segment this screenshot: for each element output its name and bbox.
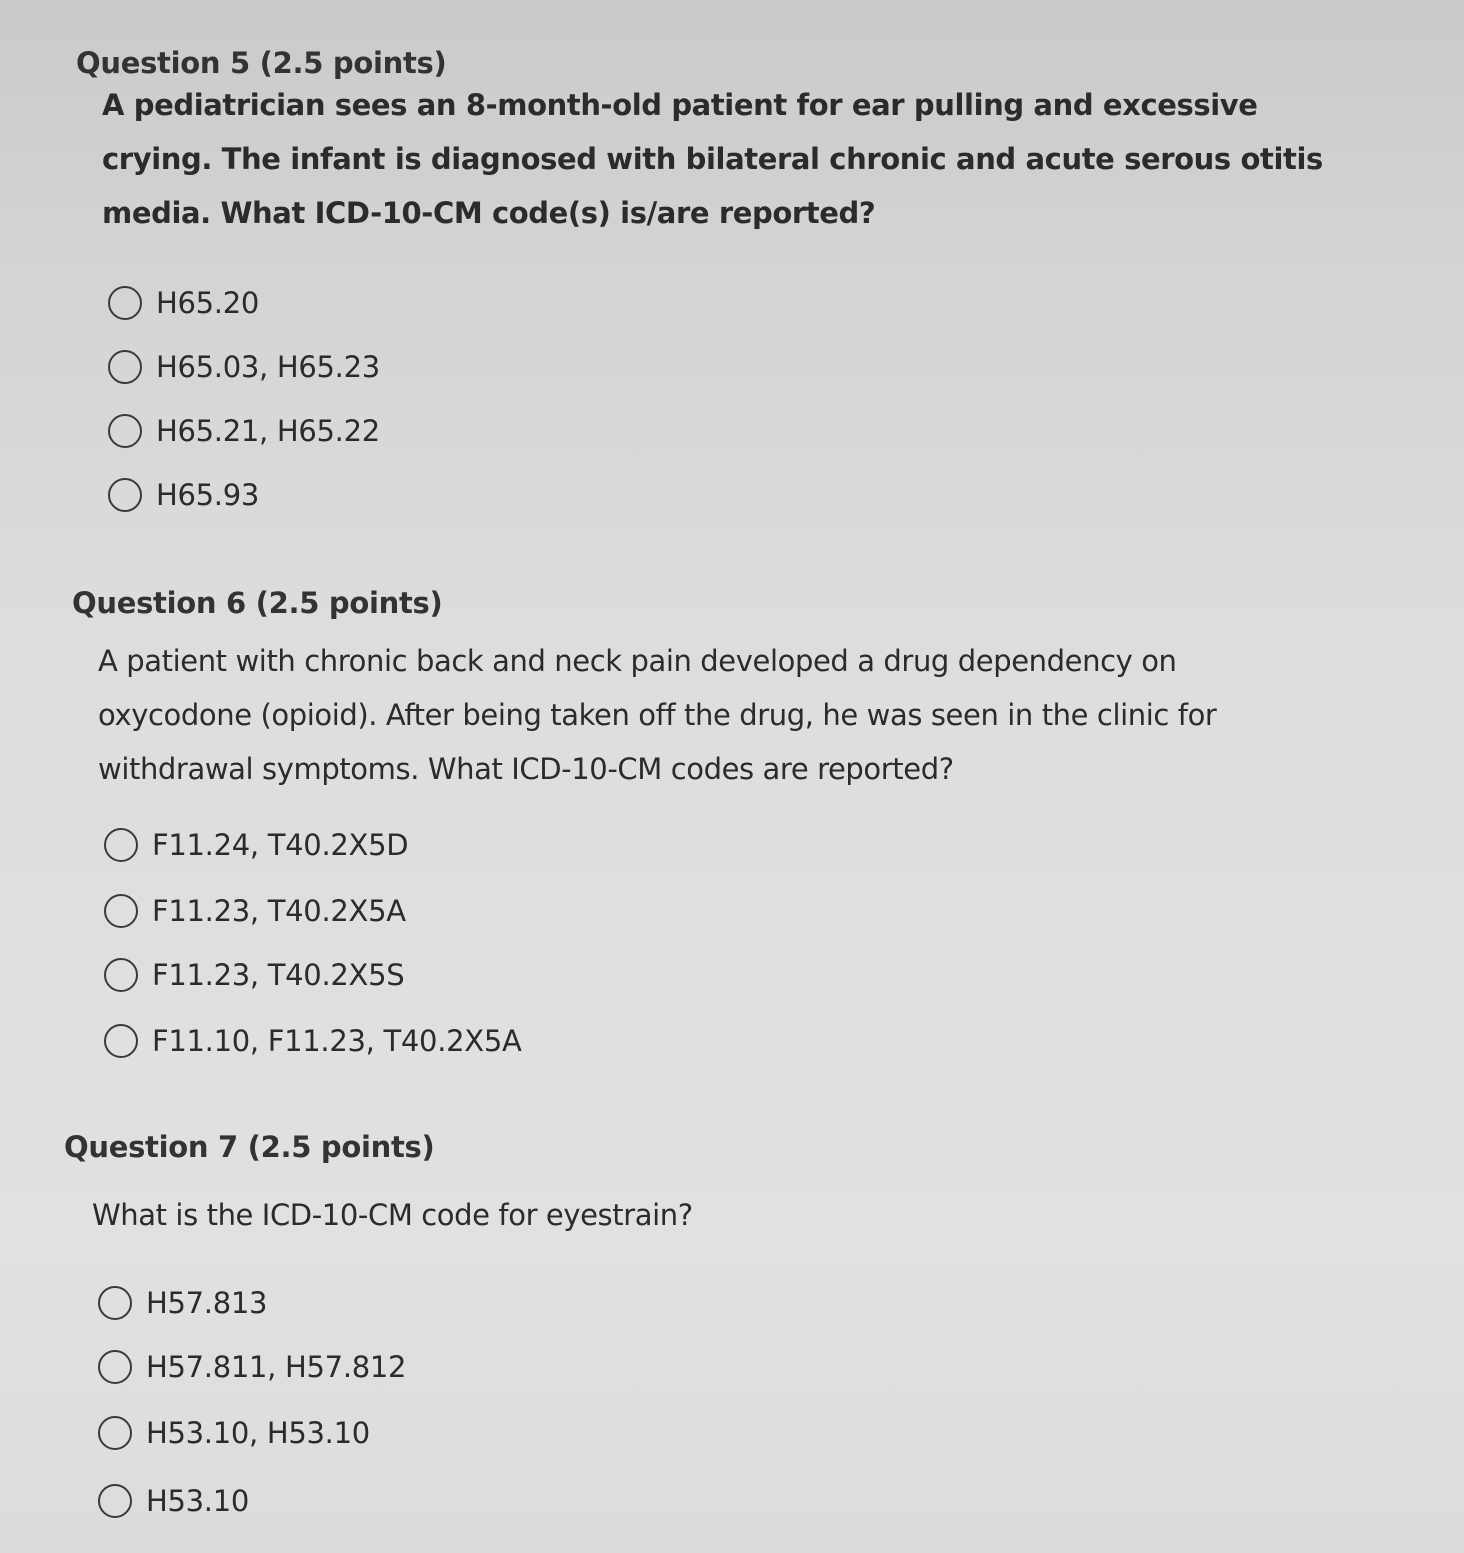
radio-button[interactable]: [98, 1484, 132, 1518]
answer-option[interactable]: [104, 894, 406, 928]
option-label: H65.03, H65.23: [156, 350, 380, 384]
answer-option[interactable]: [104, 958, 404, 992]
radio-button[interactable]: [104, 828, 138, 862]
radio-button[interactable]: [108, 286, 142, 320]
radio-button[interactable]: [104, 1024, 138, 1058]
answer-option[interactable]: [98, 1350, 406, 1384]
answer-option[interactable]: [104, 1024, 522, 1058]
option-label: H53.10: [146, 1484, 250, 1518]
option-label: H65.93: [156, 478, 260, 512]
radio-button[interactable]: [104, 894, 138, 928]
option-label: F11.23, T40.2X5A: [152, 894, 406, 928]
answer-option[interactable]: [108, 478, 259, 512]
radio-button[interactable]: [98, 1416, 132, 1450]
radio-button[interactable]: [104, 958, 138, 992]
option-label: H57.811, H57.812: [146, 1350, 407, 1384]
question-text: A patient with chronic back and neck pain developed a drug dependency on oxycodone (opioid). After being taken off the drug, he was seen in the clinic for withdrawal symptoms. What ICD-10-CM codes are reported?: [98, 644, 1217, 786]
answer-option[interactable]: [98, 1286, 267, 1320]
option-label: F11.24, T40.2X5D: [152, 828, 409, 862]
question-title: Question 6 (2.5 points): [72, 586, 443, 620]
radio-button[interactable]: [108, 414, 142, 448]
answer-option[interactable]: [104, 828, 408, 862]
radio-button[interactable]: [108, 350, 142, 384]
answer-option[interactable]: [108, 350, 380, 384]
option-label: H53.10, H53.10: [146, 1416, 370, 1450]
question-title: Question 7 (2.5 points): [64, 1130, 435, 1164]
answer-option[interactable]: [98, 1484, 249, 1518]
option-label: H65.20: [156, 286, 260, 320]
option-label: F11.23, T40.2X5S: [152, 958, 405, 992]
answer-option[interactable]: [108, 286, 259, 320]
question-text: A pediatrician sees an 8-month-old patient for ear pulling and excessive crying. The infant is diagnosed with bilateral chronic and acute serous otitis media. What ICD-10-CM code(s) is/are reported?: [102, 88, 1323, 230]
question-title: Question 5 (2.5 points): [76, 46, 447, 80]
option-label: H57.813: [146, 1286, 268, 1320]
answer-option[interactable]: [108, 414, 380, 448]
radio-button[interactable]: [98, 1286, 132, 1320]
question-text: What is the ICD-10-CM code for eyestrain?: [92, 1198, 693, 1232]
option-label: H65.21, H65.22: [156, 414, 380, 448]
option-label: F11.10, F11.23, T40.2X5A: [152, 1024, 522, 1058]
radio-button[interactable]: [98, 1350, 132, 1384]
radio-button[interactable]: [108, 478, 142, 512]
answer-option[interactable]: [98, 1416, 370, 1450]
